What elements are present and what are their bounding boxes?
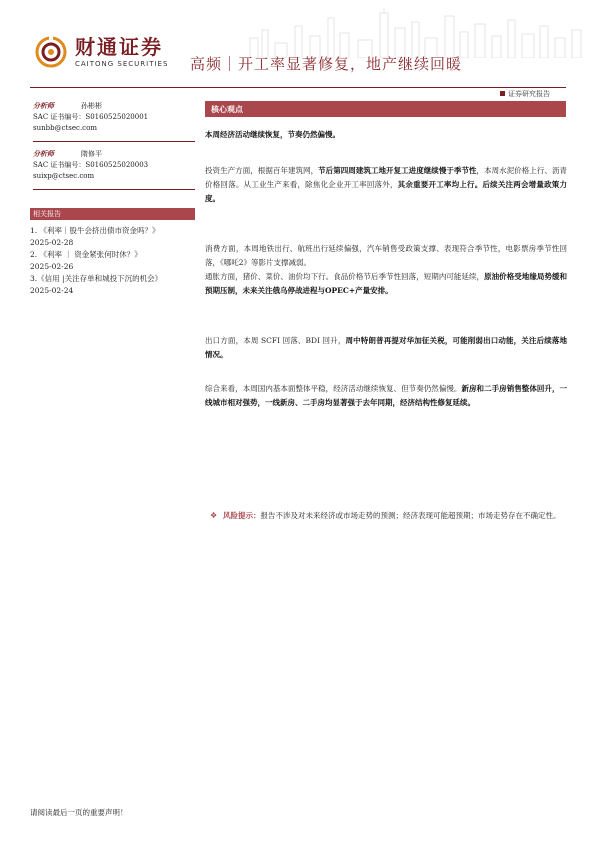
- square-bullet-icon: [500, 91, 505, 96]
- related-reports-list: [30, 225, 200, 297]
- body-text: 出口方面，本周 SCFI 回落、BDI 回升，: [205, 336, 346, 345]
- related-report-date: 2025-02-28: [30, 238, 74, 247]
- analyst-email[interactable]: suixp@ctsec.com: [33, 172, 95, 180]
- analyst-name: 孙彬彬: [81, 102, 102, 110]
- risk-label: 风险提示：: [223, 511, 261, 520]
- body-text: ，本周水泥价格上行、沥青价格回落。从工业生产来看，除焦化企业开工率回落外，: [205, 166, 568, 189]
- analyst-card-2: [33, 148, 193, 182]
- related-report-date: 2025-02-26: [30, 262, 74, 271]
- emphasis-text: 节后第四周建筑工地开复工进度继续慢于季节性: [318, 166, 477, 175]
- report-type-label: 证券研究报告: [508, 90, 550, 98]
- paragraph-summary: [205, 128, 567, 142]
- emphasis-text: 新房和二手房销售整体回升，一线城市相对强势，一线新房、二手房均显著强于去年同期，经济结构性修复延续。: [205, 384, 568, 407]
- logo-text-en: CAITONG SECURITIES: [75, 60, 169, 68]
- logo-text-cn: 财通证券: [75, 35, 163, 59]
- city-skyline-graphic: [240, 8, 595, 58]
- related-report-title[interactable]: 2. 《利率 ｜ 资金紧张何时休？》: [30, 250, 142, 259]
- core-view-heading: 核心观点: [205, 101, 566, 117]
- analyst-sac: SAC 证书编号：S0160525020001: [33, 113, 149, 121]
- paragraph-export: [205, 334, 567, 362]
- paragraph-inflation: [205, 270, 567, 298]
- related-report-title[interactable]: 1. 《利率｜股牛会挤出债市资金吗？》: [30, 226, 160, 235]
- header-divider: [30, 87, 566, 88]
- paragraph-investment: [205, 164, 567, 206]
- paragraph-consumption: 消费方面，本周地铁出行、航班出行延续偏强，汽车销售受政策支撑、表现符合季节性，电影票房季节性回落，《哪吒2》等影片支撑减弱。: [205, 244, 567, 267]
- body-text: 通胀方面，猪价、菜价、油价均下行。食品价格节后季节性回落，短期内可能延续，: [205, 272, 485, 281]
- related-reports-heading: 相关报告: [30, 208, 195, 220]
- analyst-name: 隋修平: [81, 150, 102, 158]
- analyst-role: 分析师: [33, 101, 54, 110]
- emphasis-text: 周中特朗普再提对华加征关税，可能削弱出口动能，关注后续落地情况。: [205, 336, 567, 359]
- analyst-sac: SAC 证书编号：S0160525020003: [33, 161, 149, 169]
- analyst-divider: [33, 141, 195, 142]
- analyst-divider: [33, 189, 195, 190]
- caitong-logo-icon: [35, 36, 67, 68]
- analyst-email[interactable]: sunbb@ctsec.com: [33, 124, 97, 132]
- analyst-role: 分析师: [33, 149, 54, 158]
- analyst-card-1: [33, 100, 193, 134]
- risk-warning: [205, 509, 567, 523]
- report-type-tag: [500, 90, 550, 99]
- disclaimer-footer: 请阅读最后一页的重要声明！: [30, 808, 128, 817]
- emphasis-text: 原油价格受地缘局势缓和预期压制，未来关注俄乌停战进程与OPEC+产量安排。: [205, 272, 568, 295]
- emphasis-text: 其余重要开工率均上行。后续关注两会增量政策力度。: [205, 180, 568, 203]
- summary-text: 本周经济活动继续恢复，节奏仍然偏慢。: [205, 130, 340, 139]
- related-report-date: 2025-02-24: [30, 286, 74, 295]
- related-report-title[interactable]: 3.《信用 |关注存单和城投下沉的机会》: [30, 274, 163, 283]
- risk-text: 报告不涉及对未来经济或市场走势的预测；经济表现可能超预期；市场走势存在不确定性。: [260, 511, 561, 520]
- body-text: 投资生产方面，根据百年建筑网，: [205, 166, 319, 175]
- paragraph-conclusion: [205, 382, 567, 410]
- body-text: 综合来看，本周国内基本面整体平稳，经济活动继续恢复、但节奏仍然偏慢。: [205, 384, 462, 393]
- diamond-bullet-icon: ❖: [210, 511, 218, 520]
- report-title: 高频｜开工率显著修复，地产继续回暖: [190, 55, 463, 73]
